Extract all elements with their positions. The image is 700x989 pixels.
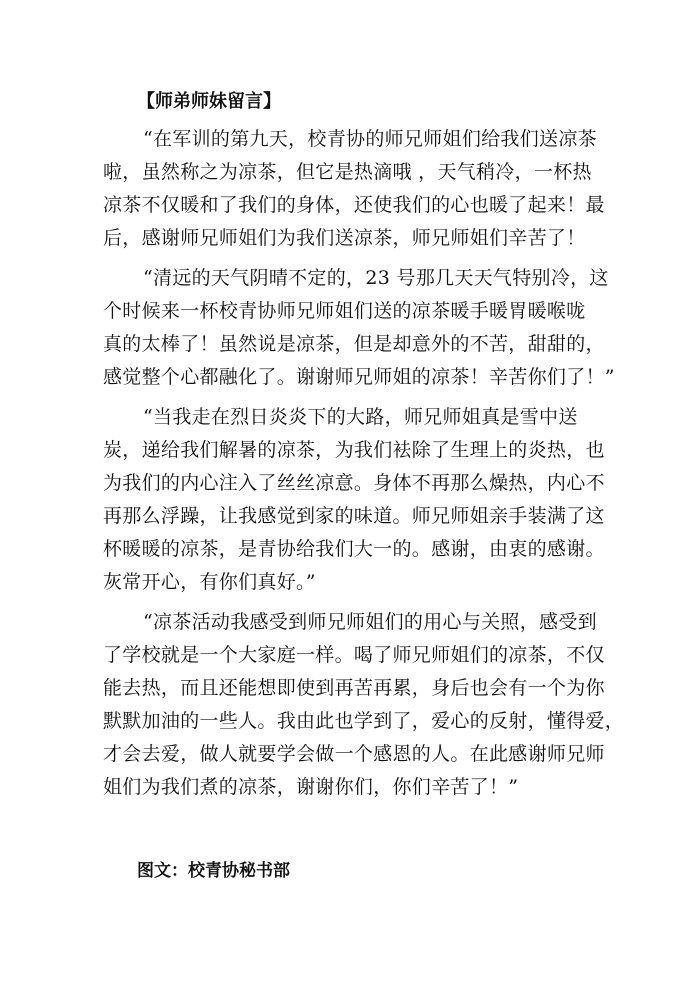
message-paragraph (103, 606, 625, 804)
text-line: 炭，递给我们解暑的凉茶，为我们袪除了生理上的炎热，也 (103, 439, 605, 461)
text-line: 了学校就是一个大家庭一样。喝了师兄师姐们的凉茶，不仅 (103, 644, 605, 666)
text-line: “当我走在烈日炎炎下的大路，师兄师姐真是雪中送 (143, 406, 578, 428)
text-line: 真的太棒了！虽然说是凉茶，但是却意外的不苦，甜甜的， (103, 333, 605, 355)
text-line: “凉茶活动我感受到师兄师姐们的用心与关照，感受到 (143, 611, 597, 633)
text-line: 为我们的内心注入了丝丝凉意。身体不再那么燥热，内心不 (103, 472, 605, 494)
text-line: 才会去爱，做人就要学会做一个感恩的人。在此感谢师兄师 (103, 743, 605, 765)
text-line: “在军训的第九天，校青协的师兄师姐们给我们送凉茶 (143, 128, 597, 150)
text-line: 姐们为我们煮的凉茶，谢谢你们，你们辛苦了！” (103, 776, 519, 798)
message-body (103, 123, 625, 811)
text-line: 再那么浮躁，让我感觉到家的味道。师兄师姐亲手装满了这 (103, 505, 605, 527)
message-paragraph (103, 401, 603, 599)
message-paragraph (103, 262, 615, 394)
text-line: 能去热，而且还能想即使到再苦再累，身后也会有一个为你 (103, 677, 605, 699)
text-line: 灰常开心，有你们真好。” (103, 571, 316, 593)
section-heading: 【师弟师妹留言】 (137, 91, 281, 112)
text-line: 啦，虽然称之为凉茶，但它是热滴哦 ，天气稍冷，一杯热 (103, 161, 592, 183)
credit-line: 图文：校青协秘书部 (137, 861, 290, 881)
message-paragraph (103, 123, 603, 255)
text-line: “清远的天气阴晴不定的，23 号那几天天气特别冷，这 (143, 267, 609, 289)
text-line: 感觉整个心都融化了。谢谢师兄师姐的凉茶！辛苦你们了！” (103, 366, 615, 388)
text-line: 个时候来一杯校青协师兄师姐们送的凉茶暖手暖胃暖喉咙 (103, 300, 586, 322)
text-line: 杯暖暖的凉茶，是青协给我们大一的。感谢，由衷的感谢。 (103, 538, 605, 560)
text-line: 默默加油的一些人。我由此也学到了，爱心的反射，懂得爱， (103, 710, 625, 732)
text-line: 后，感谢师兄师姐们为我们送凉茶，师兄师姐们辛苦了！ (103, 227, 586, 249)
text-line: 凉茶不仅暖和了我们的身体，还使我们的心也暖了起来！最 (103, 194, 605, 216)
